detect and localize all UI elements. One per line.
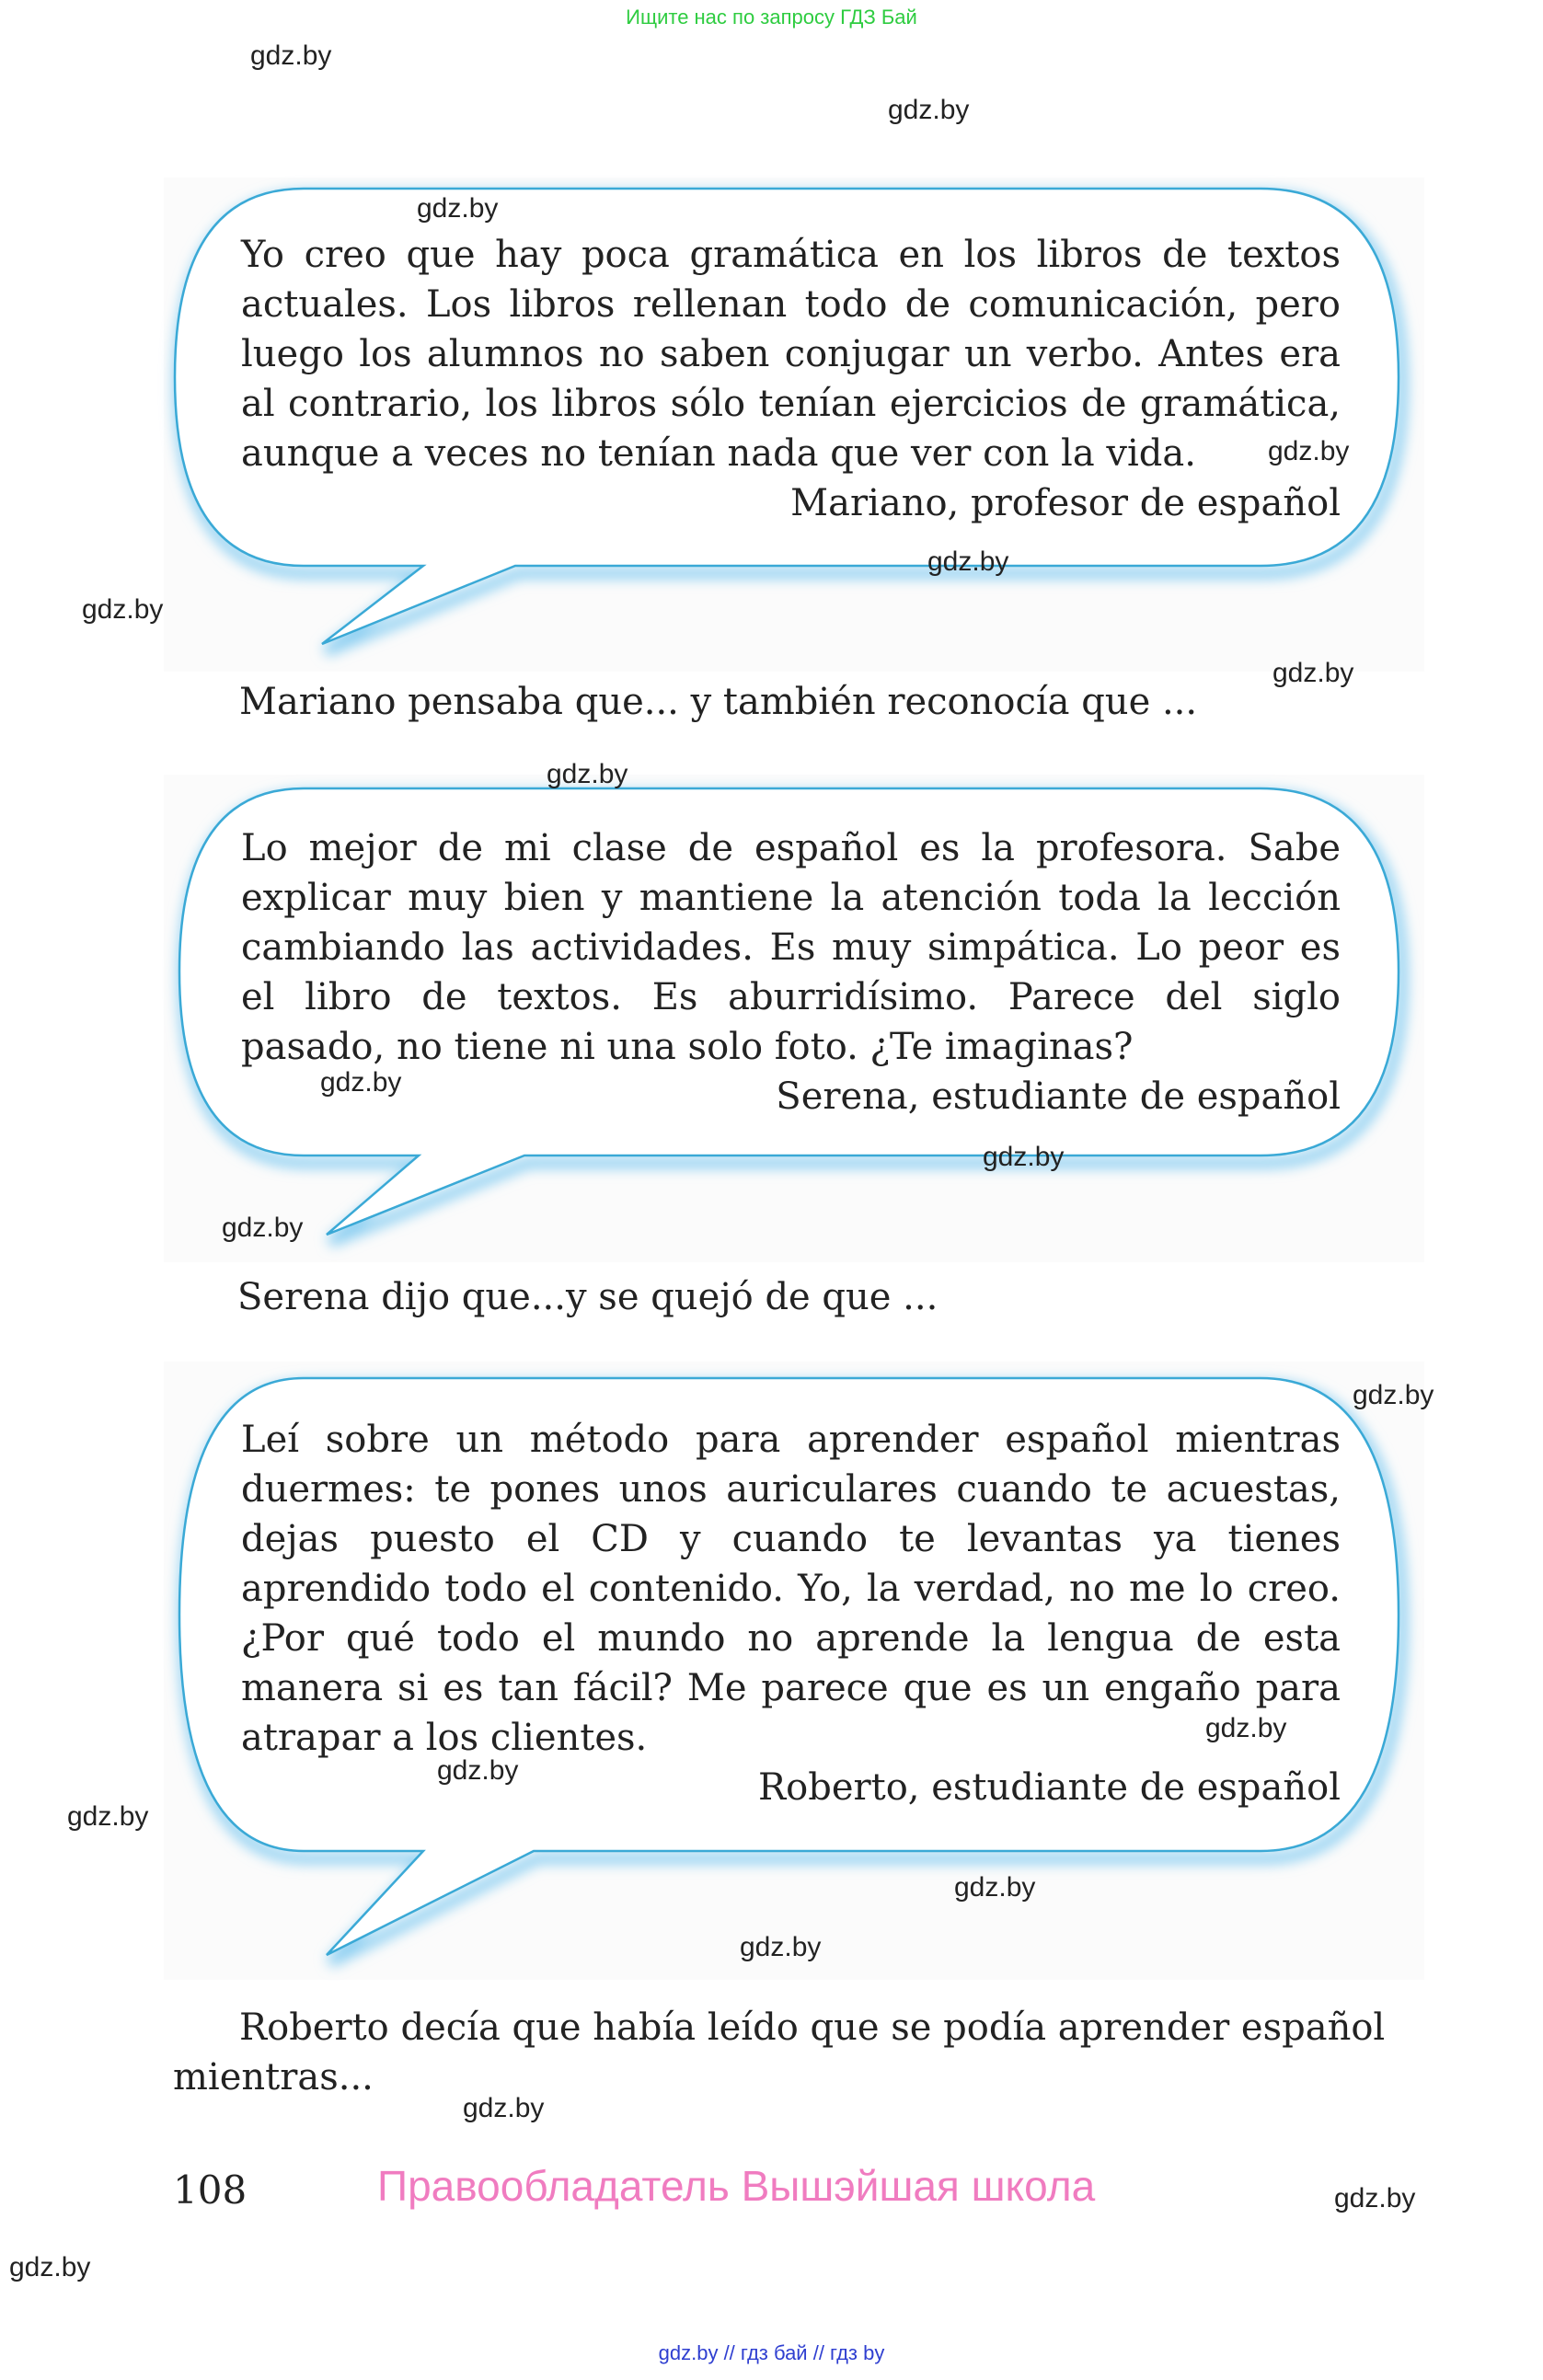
watermark: gdz.by [927, 546, 1009, 577]
watermark: gdz.by [1268, 436, 1350, 466]
bubble-author-row-3 [241, 1763, 1341, 1812]
bubble-text-1: Yo creo que hay poca gramática en los libros de textos actuales. Los libros rellenan todo de comunicación, pero luego los alumnos no saben conjugar un verbo. Antes era al contrario, los libros sólo tenían ejercicios de gramática, aunque a veces no tenían nada que ver con la vida. [241, 234, 1341, 475]
prompt-1: Mariano pensaba que... y también reconocía que ... [239, 681, 1198, 723]
watermark: gdz.by [417, 193, 499, 224]
watermark: gdz.by [82, 594, 164, 625]
prompt-3: Roberto decía que había leído que se podía aprender español [239, 2006, 1386, 2049]
watermark: gdz.by [222, 1213, 304, 1243]
page-number: 108 [173, 2167, 248, 2213]
watermark: gdz.by [250, 40, 332, 71]
bubble-text-2: Lo mejor de mi clase de español es la profesora. Sabe explicar muy bien y mantiene la atención toda la lección cambiando las actividades. Es muy simpática. Lo peor es el libro de textos. Es aburridísimo. Parece del siglo pasado, no tiene ni una solo foto. ¿Te imaginas? [241, 827, 1341, 1068]
prompt-3-continued: mientras... [173, 2056, 374, 2098]
watermark: gdz.by [954, 1872, 1036, 1903]
watermark: gdz.by [547, 759, 628, 789]
watermark: gdz.by [888, 95, 970, 125]
bubble-text-3: Leí sobre un método para aprender español mientras duermes: te pones unos auriculares cuando te acuestas, dejas puesto el CD y cuando te levantas ya tienes aprendido todo el contenido. Yo, la verdad, no me lo creo. ¿Por qué todo el mundo no aprende la lengua de esta manera si es tan fácil? Me parece que es un engaño para atrapar a los clientes. [241, 1419, 1341, 1759]
watermark: gdz.by [1272, 658, 1354, 688]
rights-holder: Правообладатель Вышэйшая школа [377, 2162, 1096, 2210]
watermark: gdz.by [740, 1932, 822, 1962]
watermark: gdz.by [1205, 1713, 1287, 1743]
watermark: gdz.by [1334, 2183, 1416, 2213]
watermark: gdz.by [1353, 1380, 1434, 1410]
bubble-author-1: Mariano, profesor de español [790, 482, 1341, 524]
watermark: gdz.by [463, 2093, 545, 2123]
watermark: gdz.by [320, 1067, 402, 1098]
search-note: Ищите нас по запросу ГДЗ Бай [626, 6, 917, 29]
watermark: gdz.by [9, 2252, 91, 2282]
watermark: gdz.by [67, 1801, 149, 1832]
bubble-author-3: Roberto, estudiante de español [758, 1766, 1341, 1809]
watermark: gdz.by [983, 1142, 1065, 1172]
footer-links: gdz.by // гдз бай // гдз by [658, 2341, 885, 2364]
prompt-2: Serena dijo que...y se quejó de que ... [237, 1276, 938, 1318]
bubble-author-2: Serena, estudiante de español [776, 1075, 1341, 1118]
watermark: gdz.by [437, 1755, 519, 1786]
